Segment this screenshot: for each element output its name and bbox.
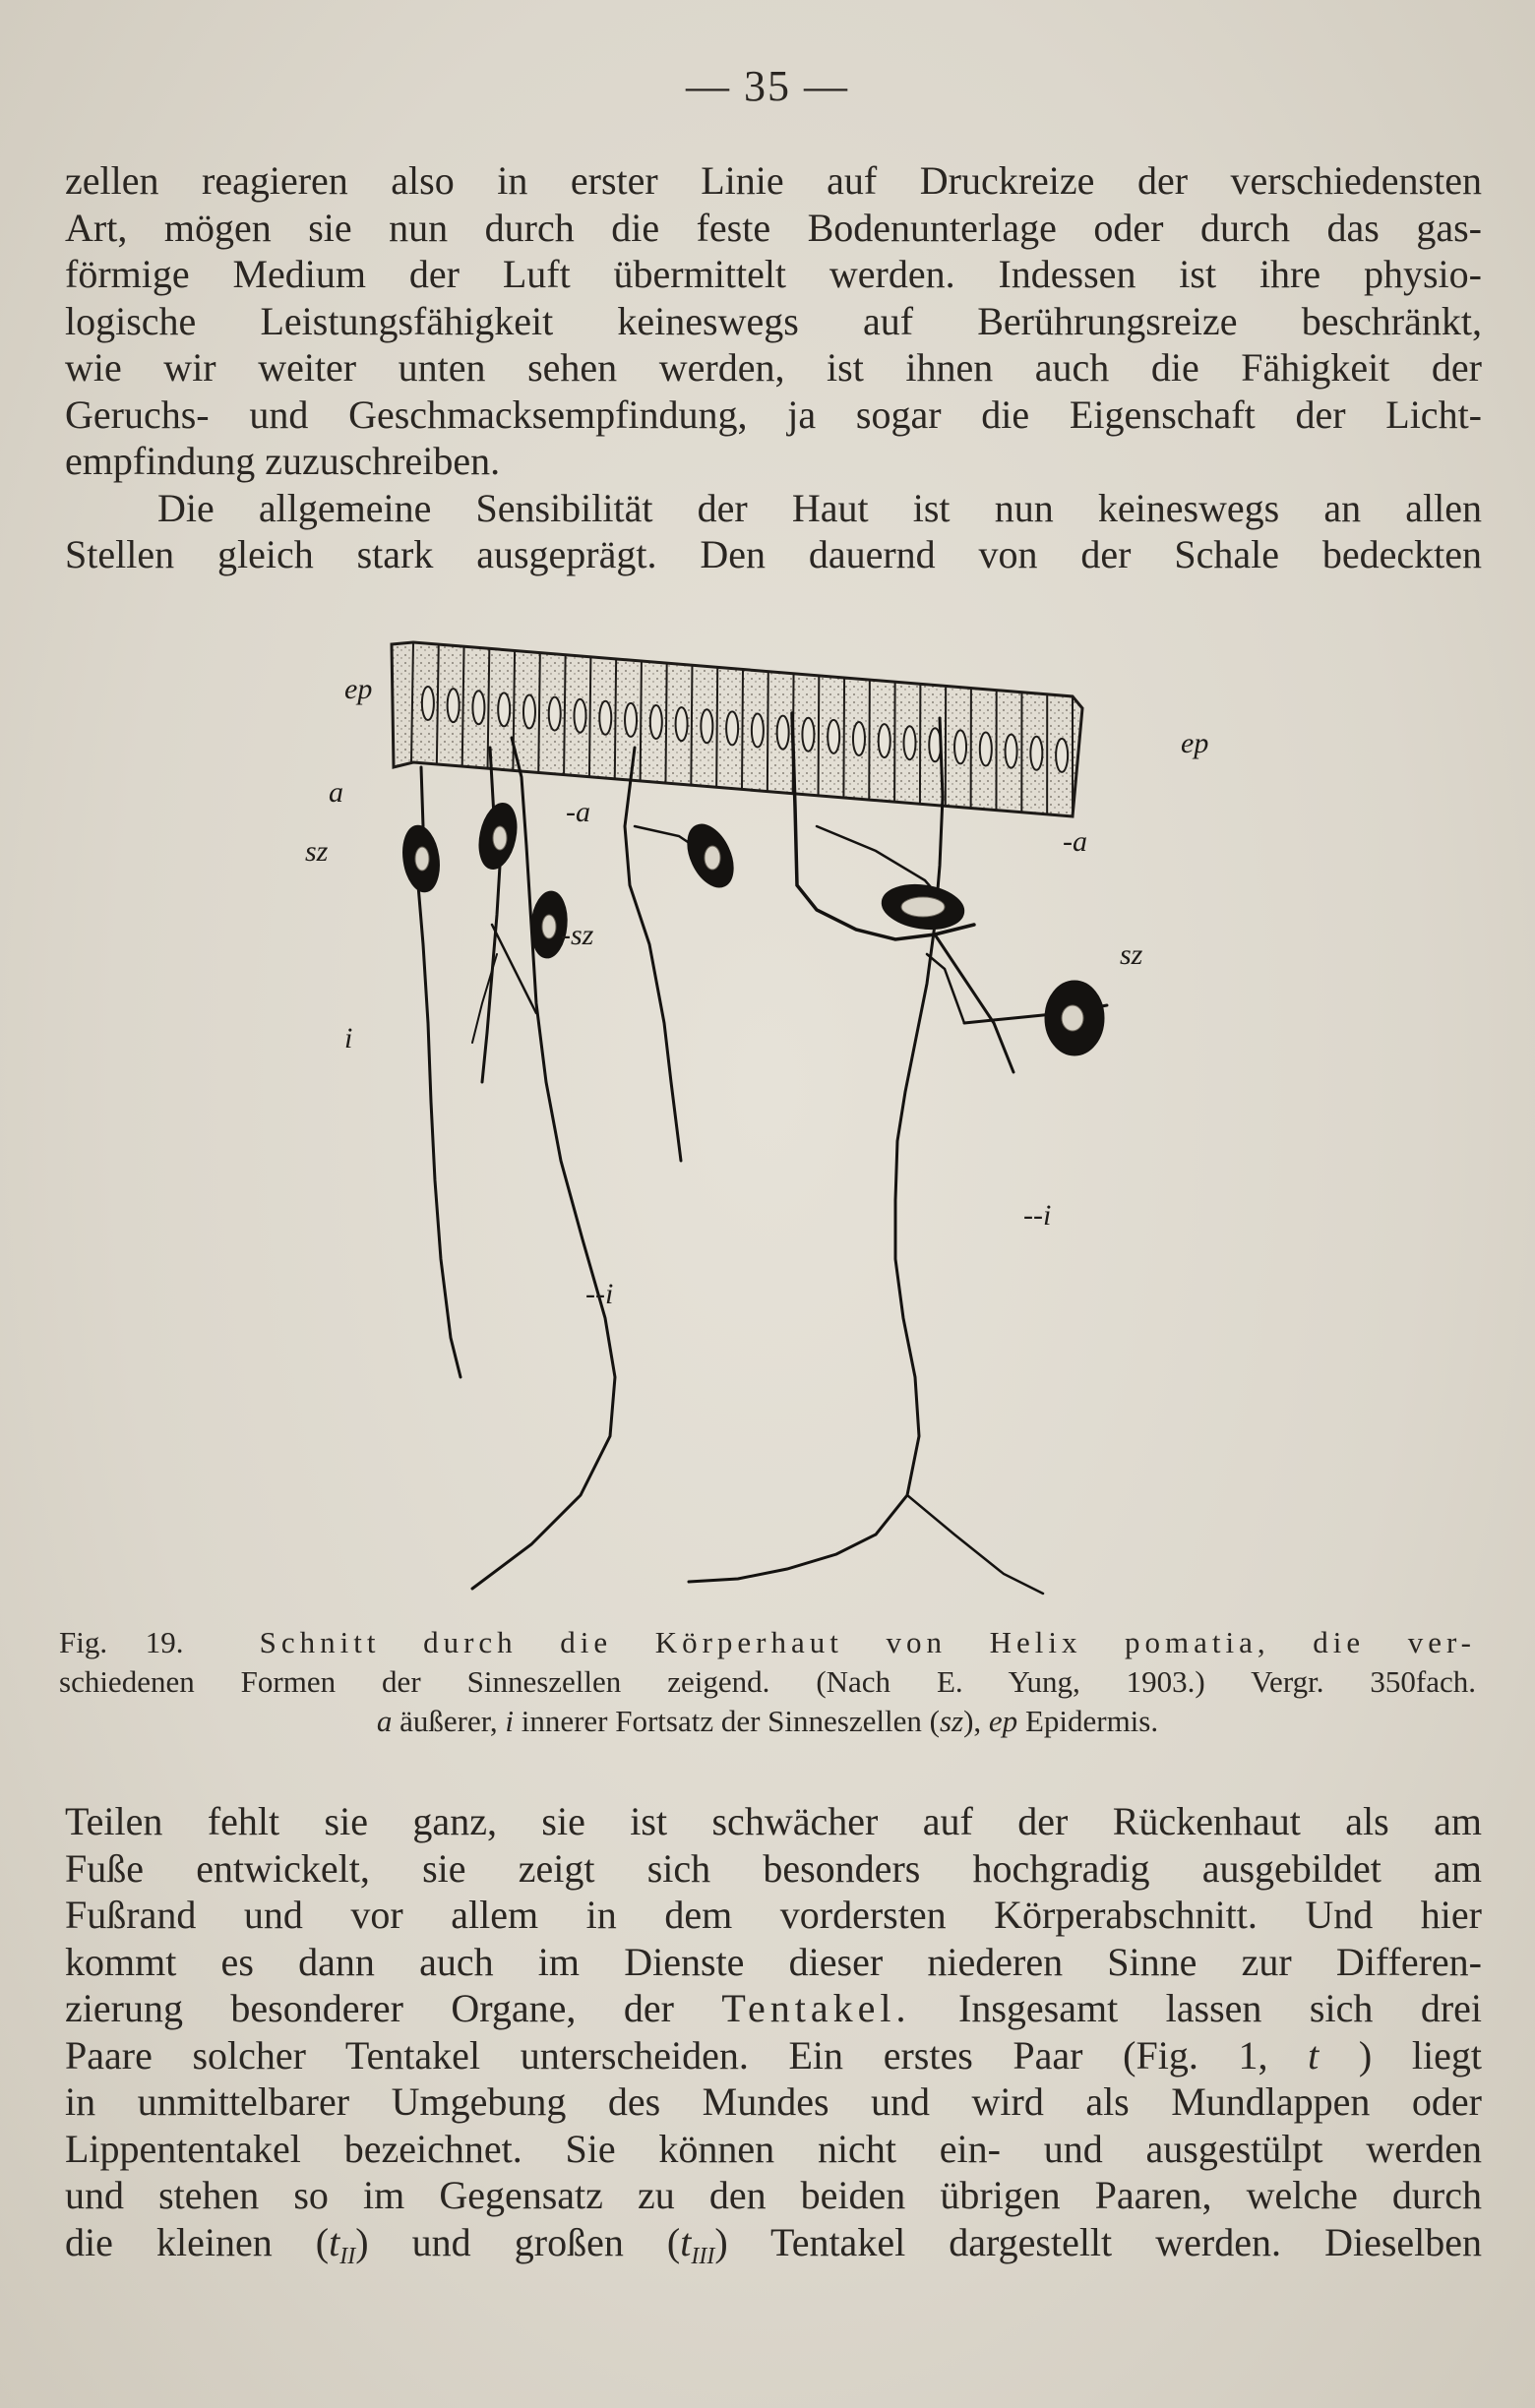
symbol-t: t	[329, 2219, 340, 2264]
text-line: förmige Medium der Luft übermittelt werden. Indessen ist ihre physio-	[65, 252, 1482, 296]
epidermis-nucleus	[701, 709, 712, 743]
text-span: ) Tentakel dargestellt werden. Dieselben	[714, 2219, 1483, 2264]
nerve-fibers	[418, 713, 1107, 1594]
text-line: Teilen fehlt sie ganz, sie ist schwächer auf der Rückenhaut als am	[65, 1799, 1482, 1843]
caption-line-1	[59, 1623, 1476, 1662]
cell-wall	[869, 680, 870, 800]
text-span: Insgesamt lassen sich drei	[910, 1986, 1482, 2030]
cell-wall	[894, 682, 895, 802]
label-ep-right: ep	[1181, 727, 1209, 759]
label-sz-right: sz	[1120, 938, 1143, 971]
label-sz-mid: -sz	[561, 919, 594, 951]
page-number: — 35 —	[686, 62, 849, 110]
cell-wall	[843, 678, 844, 798]
text-line: und stehen so im Gegensatz zu den beiden übrigen Paaren, welche durch	[65, 2173, 1482, 2217]
text-line: Fußrand und vor allem in dem vordersten Körperabschnitt. Und hier	[65, 1893, 1482, 1937]
epidermis-nucleus	[575, 699, 586, 733]
epidermis-nucleus	[599, 701, 611, 735]
caption-text: ),	[963, 1704, 989, 1738]
caption-text: innerer Fortsatz der Sinneszellen (	[513, 1704, 940, 1738]
cell-wall	[615, 659, 616, 779]
text-line: logische Leistungsfähigkeit keineswegs auf Berührungsreize beschränkt,	[65, 298, 1482, 343]
text-span: Paare solcher Tentakel unterscheiden. Ein erstes Paar (Fig. 1,	[65, 2032, 1309, 2077]
label-i-mid: --i	[585, 1278, 614, 1310]
epidermis-nucleus	[1056, 739, 1068, 772]
epidermis-nucleus	[1006, 735, 1017, 768]
epidermis-nucleus	[802, 718, 814, 752]
epidermis-nucleus	[879, 724, 890, 757]
epidermis-nucleus	[980, 733, 992, 766]
text-span: zierung besonderer Organe, der	[65, 1986, 722, 2030]
text-span: ) liegt	[1319, 2032, 1482, 2077]
epidermis-nucleus	[954, 730, 966, 763]
text-line	[65, 2219, 1482, 2281]
text-line: Stellen gleich stark ausgeprägt. Den dauernd von der Schale bedeckten	[65, 532, 1482, 576]
cell-wall	[641, 661, 642, 781]
epidermis-nucleus	[777, 716, 789, 750]
caption-line-3	[59, 1702, 1476, 1741]
text-line: kommt es dann auch im Dienste dieser niederen Sinne zur Differen-	[65, 1939, 1482, 1984]
epidermis-nucleus	[472, 691, 484, 724]
text-line: Die allgemeine Sensibilität der Haut ist nun keineswegs an allen	[157, 485, 1482, 530]
epidermis-nucleus	[726, 711, 738, 745]
text-line: zellen reagieren also in erster Linie auf Druckreize der verschiedensten	[65, 158, 1482, 203]
symbol-t: t	[1308, 2032, 1320, 2077]
caption-i: i	[505, 1704, 514, 1738]
text-line: Lippententakel bezeichnet. Sie können nicht ein- und ausgestülpt werden	[65, 2126, 1482, 2171]
epidermis-nucleus	[498, 692, 510, 726]
label-a-mid: -a	[566, 796, 590, 828]
text-line: Fuße entwickelt, sie zeigt sich besonders hochgradig ausgebildet am	[65, 1845, 1482, 1891]
caption-text: äußerer,	[392, 1704, 506, 1738]
epidermis-nucleus	[752, 714, 764, 748]
text-line: in unmittelbarer Umgebung des Mundes und wird als Mundlappen oder	[65, 2079, 1482, 2124]
label-i-left: i	[344, 1022, 353, 1054]
caption-title: Schnitt durch die Körperhaut von Helix pomatia, die ver-	[259, 1625, 1476, 1659]
text-line: empfindung zuzuschreiben.	[65, 439, 501, 483]
epidermis-nucleus	[448, 689, 460, 722]
text-line	[65, 1985, 1482, 2032]
label-a-right: -a	[1063, 825, 1087, 858]
epidermis-nucleus	[853, 722, 865, 755]
epidermis-nucleus	[549, 697, 561, 731]
text-span: die kleinen (	[65, 2219, 330, 2264]
caption-line-2: schiedenen Formen der Sinneszellen zeigend. (Nach E. Yung, 1903.) Vergr. 350fach.	[59, 1664, 1476, 1699]
subscript: III	[691, 2243, 715, 2269]
caption-a: a	[376, 1704, 393, 1738]
text-line: Art, mögen sie nun durch die feste Bodenunterlage oder durch das gas-	[65, 205, 1482, 250]
epidermis-nucleus	[625, 703, 637, 737]
figure-caption	[59, 1623, 1476, 1741]
symbol-t: t	[680, 2219, 692, 2264]
label-a-left: a	[329, 776, 343, 809]
cell-wall	[742, 670, 743, 790]
epidermis-nucleus	[828, 720, 839, 753]
cell-wall	[716, 667, 717, 787]
epidermis-nucleus	[523, 694, 535, 728]
cell-nuclei	[415, 826, 1083, 1031]
caption-ep: ep	[988, 1704, 1018, 1738]
text-line	[65, 2032, 1482, 2079]
cell-wall	[665, 663, 666, 783]
cell-wall	[819, 676, 820, 796]
text-line: Geruchs- und Geschmacksempfindung, ja sogar die Eigenschaft der Licht-	[65, 391, 1482, 437]
caption-fig-number: Fig. 19.	[59, 1625, 184, 1659]
caption-text: Epidermis.	[1017, 1704, 1159, 1738]
epidermis-nucleus	[422, 687, 434, 720]
text-span: ) und großen (	[355, 2219, 681, 2264]
sensory-cells-illustration	[305, 630, 1250, 1603]
paragraph-1	[65, 157, 1482, 578]
epidermis-nucleus	[1030, 737, 1042, 770]
text-line: wie wir weiter unten sehen werden, ist ihnen auch die Fähigkeit der	[65, 345, 1482, 390]
epidermis-nucleus	[904, 726, 916, 759]
label-ep-left: ep	[344, 673, 373, 705]
paragraph-3	[65, 1798, 1482, 2280]
term-tentakel: Tentakel.	[721, 1986, 911, 2030]
epidermis-nucleus	[676, 707, 688, 741]
subscript: II	[339, 2243, 356, 2269]
label-i-right: --i	[1023, 1199, 1052, 1232]
caption-sz: sz	[939, 1704, 964, 1738]
figure-19	[305, 630, 1250, 1603]
epidermis-layer	[392, 642, 1082, 816]
cell-wall	[691, 665, 692, 785]
epidermis-nucleus	[650, 705, 662, 739]
label-sz-left: sz	[305, 835, 329, 868]
